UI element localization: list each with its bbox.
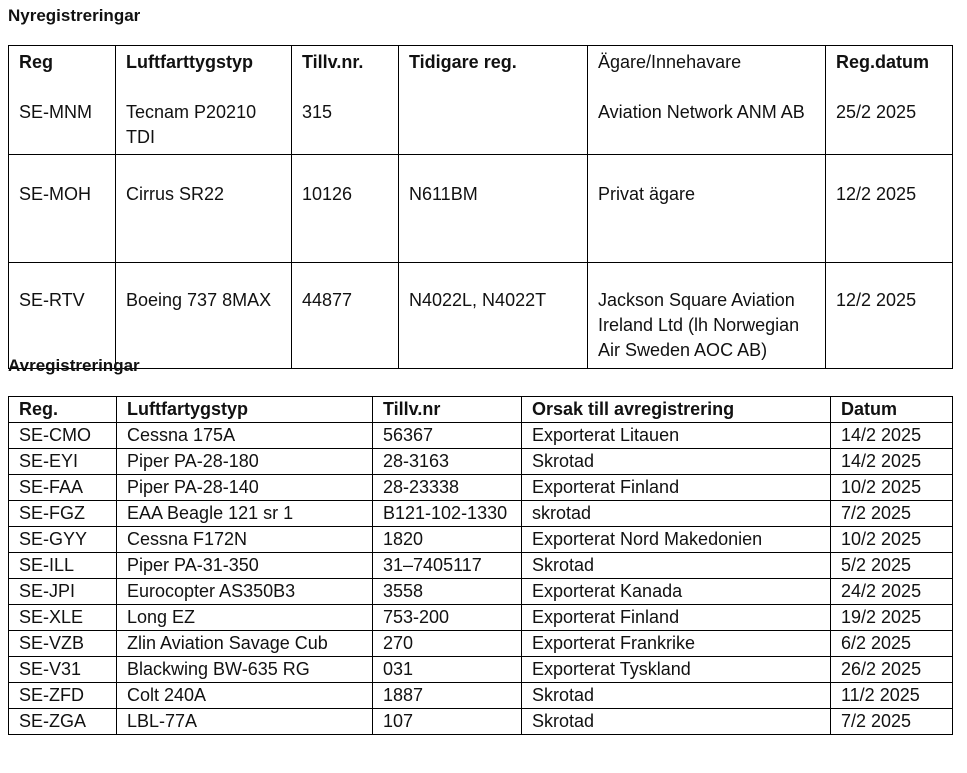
table-row [9,579,953,605]
table-row [9,605,953,631]
table-cell: 19/2 2025 [831,605,953,631]
table-cell: Privat ägare [588,155,826,263]
header-cell-owner [588,46,826,155]
deregistrations-body [9,423,953,735]
table-cell: SE-ILL [9,553,117,579]
table-cell: 28-23338 [373,475,522,501]
table-cell: 12/2 2025 [826,155,953,263]
table-cell: 14/2 2025 [831,449,953,475]
table-cell: 107 [373,709,522,735]
table-cell: Boeing 737 8MAX [116,263,292,369]
table-cell: 3558 [373,579,522,605]
column-header: Orsak till avregistrering [522,397,831,423]
table-cell: Piper PA-28-180 [117,449,373,475]
column-header: Luftfarttygstyp [126,52,253,72]
header-cell-reg [9,46,116,155]
table-cell: Exporterat Frankrike [522,631,831,657]
table-cell: skrotad [522,501,831,527]
table-cell: Blackwing BW-635 RG [117,657,373,683]
column-header: Tillv.nr. [302,52,364,72]
table-cell: 28-3163 [373,449,522,475]
table-cell: Cessna 175A [117,423,373,449]
table-cell: 56367 [373,423,522,449]
table-cell: Skrotad [522,683,831,709]
header-cell-date [826,46,953,155]
table-cell: 315 [302,102,333,122]
deregistrations-table [8,396,953,735]
table-row [9,46,953,155]
column-header: Reg [19,52,54,72]
section-title-new-registrations: Nyregistreringar [8,6,141,25]
table-cell: Jackson Square Aviation Ireland Ltd (lh Norwegian Air Sweden AOC AB) [588,263,826,369]
table-cell: SE-ZFD [9,683,117,709]
table-cell: SE-CMO [9,423,117,449]
column-header: Luftfartygstyp [117,397,373,423]
table-cell: Exporterat Tyskland [522,657,831,683]
table-cell: Colt 240A [117,683,373,709]
table-cell: 14/2 2025 [831,423,953,449]
column-header: Tillv.nr [373,397,522,423]
column-header: Tidigare reg. [409,52,517,72]
table-cell: 10126 [292,155,399,263]
table-cell: Zlin Aviation Savage Cub [117,631,373,657]
table-cell: 031 [373,657,522,683]
table-cell: Exporterat Nord Makedonien [522,527,831,553]
table-row [9,631,953,657]
header-cell-previous [399,46,588,155]
column-header: Reg. [9,397,117,423]
table-cell: N611BM [399,155,588,263]
table-cell: SE-GYY [9,527,117,553]
table-row [9,423,953,449]
column-header: Ägare/Innehavare [598,52,742,72]
table-cell: SE-JPI [9,579,117,605]
table-cell: 11/2 2025 [831,683,953,709]
table-cell: 44877 [292,263,399,369]
table-row [9,709,953,735]
table-cell: EAA Beagle 121 sr 1 [117,501,373,527]
table-cell: SE-EYI [9,449,117,475]
table-cell: SE-ZGA [9,709,117,735]
header-cell-serial [292,46,399,155]
table-row [9,683,953,709]
table-cell: SE-FGZ [9,501,117,527]
table-cell: Cessna F172N [117,527,373,553]
table-cell: SE-VZB [9,631,117,657]
table-cell: 31–7405117 [373,553,522,579]
table-cell: 7/2 2025 [831,709,953,735]
table-cell: Skrotad [522,553,831,579]
table-row [9,657,953,683]
table-cell: Piper PA-28-140 [117,475,373,501]
table-cell: SE-FAA [9,475,117,501]
table-cell: Long EZ [117,605,373,631]
table-cell: 26/2 2025 [831,657,953,683]
table-cell: Skrotad [522,709,831,735]
table-cell: Aviation Network ANM AB [598,102,805,122]
table-cell: 12/2 2025 [826,263,953,369]
table-cell: Tecnam P20210 TDI [126,102,257,147]
table-cell: Eurocopter AS350B3 [117,579,373,605]
table-cell: SE-MOH [9,155,116,263]
table-cell: 5/2 2025 [831,553,953,579]
table-row [9,553,953,579]
table-cell: Piper PA-31-350 [117,553,373,579]
table-cell: 10/2 2025 [831,475,953,501]
table-cell: Cirrus SR22 [116,155,292,263]
table-cell: 6/2 2025 [831,631,953,657]
table-row [9,155,953,263]
table-cell: 1887 [373,683,522,709]
table-cell: 753-200 [373,605,522,631]
table-row [9,475,953,501]
table-cell: SE-XLE [9,605,117,631]
table-cell: Exporterat Finland [522,475,831,501]
table-row [9,527,953,553]
table-cell: SE-RTV [9,263,116,369]
table-cell: LBL-77A [117,709,373,735]
table-cell: 7/2 2025 [831,501,953,527]
table-cell: N4022L, N4022T [399,263,588,369]
table-cell: 1820 [373,527,522,553]
table-cell: 270 [373,631,522,657]
new-registrations-table [8,45,953,369]
table-cell: Skrotad [522,449,831,475]
table-cell: 10/2 2025 [831,527,953,553]
table-cell: Exporterat Kanada [522,579,831,605]
table-header-row [9,397,953,423]
table-row [9,263,953,369]
table-cell: 24/2 2025 [831,579,953,605]
table-cell: SE-MNM [19,102,92,122]
table-cell: SE-V31 [9,657,117,683]
table-row [9,449,953,475]
column-header: Datum [831,397,953,423]
column-header: Reg.datum [836,52,930,72]
table-cell: Exporterat Finland [522,605,831,631]
section-title-deregistrations: Avregistreringar [8,356,140,375]
table-cell: 25/2 2025 [836,102,917,122]
table-row [9,501,953,527]
table-cell: Exporterat Litauen [522,423,831,449]
table-cell: B121-102-1330 [373,501,522,527]
header-cell-type [116,46,292,155]
